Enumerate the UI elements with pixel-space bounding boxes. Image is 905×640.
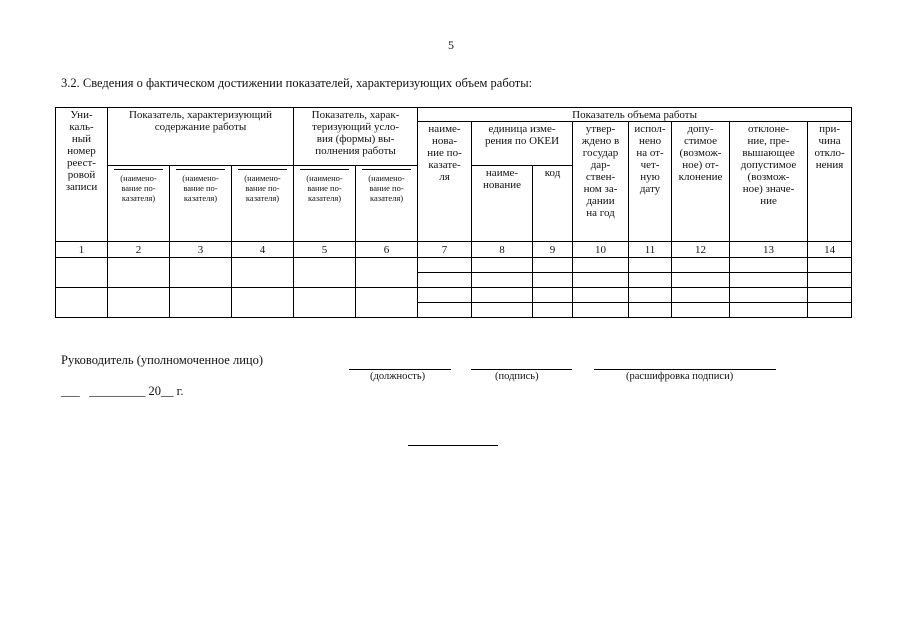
column-number: 3: [170, 242, 232, 258]
column-number: 10: [573, 242, 629, 258]
indicator-name-header: наиме- нова- ние по- казате- ля: [418, 122, 472, 242]
signature-line: [471, 369, 572, 370]
footer-rule: [408, 445, 498, 446]
exceeding-deviation-header: отклоне- ние, пре- вышающее допустимое (возмож- ное) значе- ние: [730, 122, 808, 242]
page-number: 5: [448, 38, 454, 52]
column-number: 13: [730, 242, 808, 258]
signer-label: Руководитель (уполномоченное лицо): [61, 353, 264, 367]
approved-header: утвер- ждено в государ дар- ствен- ном за- дании на год: [573, 122, 629, 242]
column-number: 12: [672, 242, 730, 258]
table-row: [56, 258, 852, 273]
column-number: 6: [356, 242, 418, 258]
column-number: 7: [418, 242, 472, 258]
column-number: 14: [808, 242, 852, 258]
date-line: ___ _________ 20__ г.: [61, 384, 184, 398]
column-number: 11: [629, 242, 672, 258]
indicator-subheader: (наимено- вание по- казателя): [108, 166, 170, 242]
decoding-caption: (расшифровка подписи): [626, 371, 734, 382]
indicator-subheader: (наимено- вание по- казателя): [232, 166, 294, 242]
volume-indicators-table: [55, 107, 852, 318]
column-number: 1: [56, 242, 108, 258]
volume-indicator-header: Показатель объема работы: [418, 108, 852, 122]
indicator-subheader: (наимено- вание по- казателя): [170, 166, 232, 242]
column-number: 2: [108, 242, 170, 258]
okei-name-header: наиме- нование: [472, 166, 533, 242]
okei-unit-header: единица изме- рения по ОКЕИ: [472, 122, 573, 166]
signature-caption: (подпись): [495, 371, 539, 382]
position-caption: (должность): [370, 371, 426, 382]
allowed-deviation-header: допу- стимое (возмож- ное) от- клонение: [672, 122, 730, 242]
conditions-indicator-header: Показатель, харак- теризующий усло- вия (формы) вы- полнения работы: [294, 108, 418, 166]
column-number: 9: [533, 242, 573, 258]
okei-code-header: код: [533, 166, 573, 242]
section-title: 3.2. Сведения о фактическом достижении показателей, характеризующих объем работы:: [61, 76, 533, 90]
unique-number-header: Уни- каль- ный номер реест- ровой записи: [56, 108, 108, 242]
deviation-reason-header: при- чина откло- нения: [808, 122, 852, 242]
indicator-subheader: (наимено- вание по- казателя): [356, 166, 418, 242]
column-number: 4: [232, 242, 294, 258]
decoding-line: [594, 369, 776, 370]
column-number: 5: [294, 242, 356, 258]
executed-header: испол- нено на от- чет- ную дату: [629, 122, 672, 242]
column-number: 8: [472, 242, 533, 258]
position-line: [349, 369, 451, 370]
content-indicator-header: Показатель, характеризующий содержание работы: [108, 108, 294, 166]
indicator-subheader: (наимено- вание по- казателя): [294, 166, 356, 242]
table-row: [56, 288, 852, 303]
